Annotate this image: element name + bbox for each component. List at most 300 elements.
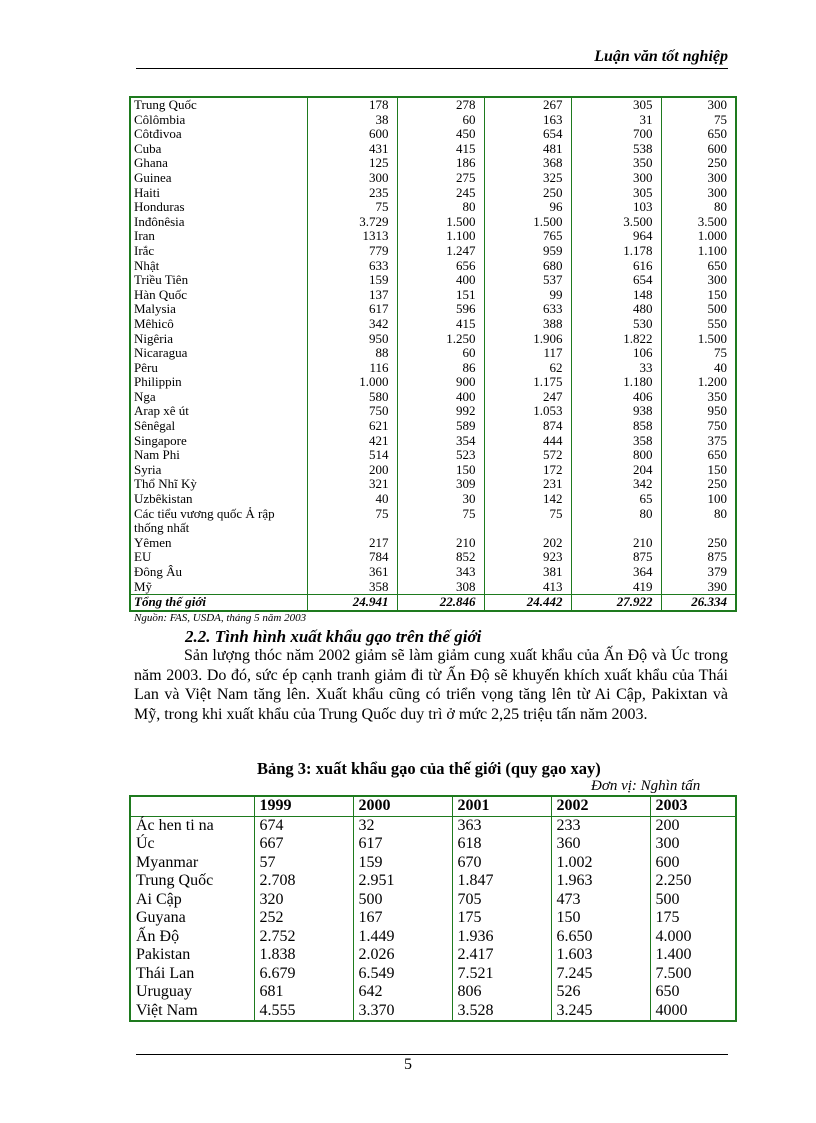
value-cell: 2.708 <box>254 872 353 891</box>
value-cell: 959 <box>484 244 571 259</box>
value-cell: 680 <box>484 259 571 274</box>
value-cell: 24.442 <box>484 595 571 611</box>
value-cell: 500 <box>661 302 736 317</box>
source-note: Nguồn: FAS, USDA, tháng 5 năm 2003 <box>134 612 307 624</box>
table-row <box>130 142 736 157</box>
country-cell: Irắc <box>130 244 307 259</box>
value-cell: 473 <box>551 891 650 910</box>
value-cell: 172 <box>484 463 571 478</box>
value-cell: 874 <box>484 419 571 434</box>
table-row <box>130 965 736 984</box>
value-cell: 278 <box>397 97 484 113</box>
value-cell: 572 <box>484 448 571 463</box>
value-cell: 300 <box>650 835 736 854</box>
value-cell: 204 <box>571 463 661 478</box>
value-cell: 137 <box>307 288 397 303</box>
value-cell: 1.500 <box>661 332 736 347</box>
value-cell: 779 <box>307 244 397 259</box>
table-row <box>130 835 736 854</box>
value-cell: 421 <box>307 434 397 449</box>
country-cell: Uzbêkistan <box>130 492 307 507</box>
country-cell: Các tiểu vương quốc Ả rập thống nhất <box>130 507 307 536</box>
value-cell: 419 <box>571 580 661 595</box>
value-cell: 159 <box>307 273 397 288</box>
section-heading: 2.2. Tình hình xuất khẩu gạo trên thế giới <box>185 627 482 646</box>
value-cell: 1.000 <box>661 229 736 244</box>
value-cell: 950 <box>661 404 736 419</box>
table-row <box>130 404 736 419</box>
table-row <box>130 507 736 536</box>
unit-note: Đơn vị: Nghìn tấn <box>591 778 701 794</box>
value-cell: 358 <box>571 434 661 449</box>
table-row <box>130 215 736 230</box>
value-cell: 600 <box>307 127 397 142</box>
value-cell: 116 <box>307 361 397 376</box>
country-cell: Pêru <box>130 361 307 376</box>
table-caption: Bảng 3: xuất khẩu gạo của thế giới (quy gạo xay) <box>257 759 601 778</box>
value-cell: 250 <box>661 156 736 171</box>
country-cell: Hàn Quốc <box>130 288 307 303</box>
value-cell: 537 <box>484 273 571 288</box>
rice-export-table <box>129 795 737 1022</box>
value-cell: 7.500 <box>650 965 736 984</box>
column-header: 2003 <box>650 796 736 816</box>
value-cell: 413 <box>484 580 571 595</box>
value-cell: 75 <box>661 113 736 128</box>
table-row <box>130 332 736 347</box>
value-cell: 210 <box>571 536 661 551</box>
page-number: 5 <box>404 1056 412 1073</box>
value-cell: 300 <box>661 186 736 201</box>
value-cell: 633 <box>307 259 397 274</box>
value-cell: 148 <box>571 288 661 303</box>
value-cell: 379 <box>661 565 736 580</box>
country-cell: EU <box>130 550 307 565</box>
value-cell: 3.500 <box>661 215 736 230</box>
value-cell: 300 <box>661 273 736 288</box>
country-cell: Malysia <box>130 302 307 317</box>
table-row <box>130 317 736 332</box>
value-cell: 500 <box>650 891 736 910</box>
value-cell: 938 <box>571 404 661 419</box>
value-cell: 233 <box>551 816 650 835</box>
table-row <box>130 1002 736 1022</box>
value-cell: 700 <box>571 127 661 142</box>
value-cell: 656 <box>397 259 484 274</box>
value-cell: 1.500 <box>397 215 484 230</box>
body-paragraph: Sản lượng thóc năm 2002 giảm sẽ làm giảm cung xuất khẩu của Ấn Độ và Úc trong năm 2003. Do đó, sức ép cạnh tranh giảm đi từ Ấn Độ sẽ khuyến khích xuất khẩu của Thái Lan và Việt Nam tăng lên. Xuất khẩu cũng có triển vọng tăng lên từ Ai Cập, Pakixtan và Mỹ, trong khi xuất khẩu của Trung Quốc duy trì ở mức 2,25 triệu tấn năm 2003. <box>134 647 728 723</box>
value-cell: 450 <box>397 127 484 142</box>
country-cell: Nicaragua <box>130 346 307 361</box>
table-row <box>130 156 736 171</box>
country-cell: Việt Nam <box>130 1002 254 1022</box>
value-cell: 415 <box>397 142 484 157</box>
country-cell: Trung Quốc <box>130 97 307 113</box>
value-cell: 538 <box>571 142 661 157</box>
value-cell: 24.941 <box>307 595 397 611</box>
value-cell: 950 <box>307 332 397 347</box>
table-row <box>130 580 736 595</box>
table-row <box>130 983 736 1002</box>
value-cell: 654 <box>571 273 661 288</box>
table-row <box>130 463 736 478</box>
value-cell: 75 <box>397 507 484 536</box>
total-row <box>130 595 736 611</box>
value-cell: 596 <box>397 302 484 317</box>
country-cell: Trung Quốc <box>130 872 254 891</box>
value-cell: 6.650 <box>551 928 650 947</box>
value-cell: 31 <box>571 113 661 128</box>
country-cell: Honduras <box>130 200 307 215</box>
value-cell: 600 <box>650 854 736 873</box>
table-row <box>130 565 736 580</box>
country-cell: Iran <box>130 229 307 244</box>
value-cell: 252 <box>254 909 353 928</box>
value-cell: 1.838 <box>254 946 353 965</box>
value-cell: 1.500 <box>484 215 571 230</box>
value-cell: 150 <box>397 463 484 478</box>
value-cell: 250 <box>484 186 571 201</box>
value-cell: 1.400 <box>650 946 736 965</box>
value-cell: 350 <box>661 390 736 405</box>
country-cell: Mêhicô <box>130 317 307 332</box>
value-cell: 103 <box>571 200 661 215</box>
value-cell: 86 <box>397 361 484 376</box>
country-cell: Pakistan <box>130 946 254 965</box>
value-cell: 305 <box>571 97 661 113</box>
value-cell: 80 <box>661 507 736 536</box>
value-cell: 305 <box>571 186 661 201</box>
value-cell: 400 <box>397 390 484 405</box>
value-cell: 75 <box>307 200 397 215</box>
value-cell: 784 <box>307 550 397 565</box>
value-cell: 60 <box>397 113 484 128</box>
value-cell: 235 <box>307 186 397 201</box>
value-cell: 245 <box>397 186 484 201</box>
value-cell: 923 <box>484 550 571 565</box>
value-cell: 178 <box>307 97 397 113</box>
value-cell: 300 <box>661 171 736 186</box>
footer-rule <box>136 1054 728 1055</box>
value-cell: 642 <box>353 983 452 1002</box>
value-cell: 163 <box>484 113 571 128</box>
value-cell: 231 <box>484 477 571 492</box>
table-row <box>130 229 736 244</box>
value-cell: 580 <box>307 390 397 405</box>
value-cell: 750 <box>661 419 736 434</box>
value-cell: 650 <box>661 127 736 142</box>
country-cell: Côtđivoa <box>130 127 307 142</box>
value-cell: 364 <box>571 565 661 580</box>
country-cell: Myanmar <box>130 854 254 873</box>
value-cell: 250 <box>661 536 736 551</box>
country-cell: Haiti <box>130 186 307 201</box>
value-cell: 342 <box>571 477 661 492</box>
value-cell: 617 <box>353 835 452 854</box>
table-row <box>130 816 736 835</box>
country-cell: Thổ Nhĩ Kỳ <box>130 477 307 492</box>
value-cell: 858 <box>571 419 661 434</box>
value-cell: 674 <box>254 816 353 835</box>
value-cell: 964 <box>571 229 661 244</box>
value-cell: 390 <box>661 580 736 595</box>
country-cell: Úc <box>130 835 254 854</box>
table-row <box>130 909 736 928</box>
country-cell: Thái Lan <box>130 965 254 984</box>
value-cell: 75 <box>661 346 736 361</box>
value-cell: 159 <box>353 854 452 873</box>
value-cell: 2.951 <box>353 872 452 891</box>
table-row <box>130 171 736 186</box>
value-cell: 117 <box>484 346 571 361</box>
value-cell: 1.178 <box>571 244 661 259</box>
value-cell: 1.100 <box>397 229 484 244</box>
table-row <box>130 97 736 113</box>
value-cell: 633 <box>484 302 571 317</box>
country-cell: Guinea <box>130 171 307 186</box>
value-cell: 150 <box>661 288 736 303</box>
value-cell: 361 <box>307 565 397 580</box>
value-cell: 150 <box>661 463 736 478</box>
table-row <box>130 477 736 492</box>
value-cell: 4000 <box>650 1002 736 1022</box>
value-cell: 406 <box>571 390 661 405</box>
value-cell: 247 <box>484 390 571 405</box>
value-cell: 750 <box>307 404 397 419</box>
header-title: Luận văn tốt nghiệp <box>594 48 728 65</box>
value-cell: 80 <box>571 507 661 536</box>
value-cell: 343 <box>397 565 484 580</box>
value-cell: 22.846 <box>397 595 484 611</box>
value-cell: 210 <box>397 536 484 551</box>
value-cell: 618 <box>452 835 551 854</box>
table-row <box>130 273 736 288</box>
table-row <box>130 872 736 891</box>
value-cell: 38 <box>307 113 397 128</box>
country-cell: Inđônêsia <box>130 215 307 230</box>
value-cell: 363 <box>452 816 551 835</box>
value-cell: 800 <box>571 448 661 463</box>
country-cell: Arap xê út <box>130 404 307 419</box>
value-cell: 325 <box>484 171 571 186</box>
table-row <box>130 946 736 965</box>
country-cell: Nigêria <box>130 332 307 347</box>
value-cell: 32 <box>353 816 452 835</box>
value-cell: 151 <box>397 288 484 303</box>
table-row <box>130 361 736 376</box>
value-cell: 1.180 <box>571 375 661 390</box>
value-cell: 1.963 <box>551 872 650 891</box>
value-cell: 616 <box>571 259 661 274</box>
value-cell: 309 <box>397 477 484 492</box>
table-row <box>130 448 736 463</box>
table-row <box>130 113 736 128</box>
table-row <box>130 200 736 215</box>
table-row <box>130 375 736 390</box>
value-cell: 342 <box>307 317 397 332</box>
country-cell: Singapore <box>130 434 307 449</box>
table-row <box>130 434 736 449</box>
value-cell: 444 <box>484 434 571 449</box>
value-cell: 3.528 <box>452 1002 551 1022</box>
value-cell: 500 <box>353 891 452 910</box>
value-cell: 670 <box>452 854 551 873</box>
value-cell: 2.026 <box>353 946 452 965</box>
country-cell: Triều Tiên <box>130 273 307 288</box>
value-cell: 100 <box>661 492 736 507</box>
country-cell: Mỹ <box>130 580 307 595</box>
value-cell: 431 <box>307 142 397 157</box>
value-cell: 1.053 <box>484 404 571 419</box>
value-cell: 621 <box>307 419 397 434</box>
country-cell: Guyana <box>130 909 254 928</box>
value-cell: 30 <box>397 492 484 507</box>
value-cell: 6.549 <box>353 965 452 984</box>
column-header: 1999 <box>254 796 353 816</box>
value-cell: 1.847 <box>452 872 551 891</box>
value-cell: 900 <box>397 375 484 390</box>
table-row <box>130 302 736 317</box>
value-cell: 57 <box>254 854 353 873</box>
value-cell: 250 <box>661 477 736 492</box>
value-cell: 142 <box>484 492 571 507</box>
value-cell: 1.449 <box>353 928 452 947</box>
value-cell: 705 <box>452 891 551 910</box>
value-cell: 650 <box>661 259 736 274</box>
value-cell: 350 <box>571 156 661 171</box>
value-cell: 1.822 <box>571 332 661 347</box>
column-header: 2000 <box>353 796 452 816</box>
value-cell: 1.002 <box>551 854 650 873</box>
value-cell: 62 <box>484 361 571 376</box>
value-cell: 40 <box>661 361 736 376</box>
value-cell: 300 <box>661 97 736 113</box>
column-header <box>130 796 254 816</box>
value-cell: 200 <box>307 463 397 478</box>
column-header: 2001 <box>452 796 551 816</box>
value-cell: 267 <box>484 97 571 113</box>
value-cell: 1.247 <box>397 244 484 259</box>
value-cell: 80 <box>661 200 736 215</box>
value-cell: 360 <box>551 835 650 854</box>
value-cell: 530 <box>571 317 661 332</box>
value-cell: 106 <box>571 346 661 361</box>
value-cell: 6.679 <box>254 965 353 984</box>
value-cell: 589 <box>397 419 484 434</box>
value-cell: 2.250 <box>650 872 736 891</box>
value-cell: 7.521 <box>452 965 551 984</box>
value-cell: 1.250 <box>397 332 484 347</box>
value-cell: 1313 <box>307 229 397 244</box>
value-cell: 354 <box>397 434 484 449</box>
value-cell: 1.936 <box>452 928 551 947</box>
value-cell: 992 <box>397 404 484 419</box>
value-cell: 415 <box>397 317 484 332</box>
value-cell: 765 <box>484 229 571 244</box>
table-row <box>130 346 736 361</box>
country-cell: Sênêgal <box>130 419 307 434</box>
page-header <box>136 48 728 69</box>
value-cell: 300 <box>307 171 397 186</box>
value-cell: 667 <box>254 835 353 854</box>
value-cell: 875 <box>571 550 661 565</box>
country-cell: Cuba <box>130 142 307 157</box>
value-cell: 26.334 <box>661 595 736 611</box>
value-cell: 200 <box>650 816 736 835</box>
value-cell: 4.000 <box>650 928 736 947</box>
table-row <box>130 288 736 303</box>
value-cell: 202 <box>484 536 571 551</box>
value-cell: 381 <box>484 565 571 580</box>
value-cell: 481 <box>484 142 571 157</box>
value-cell: 654 <box>484 127 571 142</box>
value-cell: 96 <box>484 200 571 215</box>
value-cell: 1.100 <box>661 244 736 259</box>
value-cell: 60 <box>397 346 484 361</box>
value-cell: 681 <box>254 983 353 1002</box>
value-cell: 650 <box>661 448 736 463</box>
value-cell: 650 <box>650 983 736 1002</box>
value-cell: 388 <box>484 317 571 332</box>
table-row <box>130 186 736 201</box>
country-cell: Ác hen ti na <box>130 816 254 835</box>
country-cell: Ghana <box>130 156 307 171</box>
value-cell: 150 <box>551 909 650 928</box>
table-row <box>130 928 736 947</box>
value-cell: 320 <box>254 891 353 910</box>
value-cell: 358 <box>307 580 397 595</box>
country-cell: Ai Cập <box>130 891 254 910</box>
country-cell: Nga <box>130 390 307 405</box>
table-row <box>130 854 736 873</box>
value-cell: 617 <box>307 302 397 317</box>
value-cell: 75 <box>484 507 571 536</box>
country-cell: Đông Âu <box>130 565 307 580</box>
value-cell: 550 <box>661 317 736 332</box>
value-cell: 480 <box>571 302 661 317</box>
value-cell: 27.922 <box>571 595 661 611</box>
value-cell: 523 <box>397 448 484 463</box>
table-row <box>130 891 736 910</box>
value-cell: 175 <box>650 909 736 928</box>
country-cell: Yêmen <box>130 536 307 551</box>
value-cell: 217 <box>307 536 397 551</box>
value-cell: 300 <box>571 171 661 186</box>
country-cell: Uruguay <box>130 983 254 1002</box>
country-cell: Nhật <box>130 259 307 274</box>
country-cell: Nam Phi <box>130 448 307 463</box>
value-cell: 99 <box>484 288 571 303</box>
table-row <box>130 244 736 259</box>
table-row <box>130 550 736 565</box>
value-cell: 3.370 <box>353 1002 452 1022</box>
value-cell: 75 <box>307 507 397 536</box>
value-cell: 65 <box>571 492 661 507</box>
value-cell: 308 <box>397 580 484 595</box>
value-cell: 40 <box>307 492 397 507</box>
value-cell: 1.200 <box>661 375 736 390</box>
value-cell: 88 <box>307 346 397 361</box>
table-row <box>130 419 736 434</box>
country-cell: Tổng thế giới <box>130 595 307 611</box>
value-cell: 167 <box>353 909 452 928</box>
value-cell: 400 <box>397 273 484 288</box>
value-cell: 1.906 <box>484 332 571 347</box>
value-cell: 875 <box>661 550 736 565</box>
column-header: 2002 <box>551 796 650 816</box>
value-cell: 4.555 <box>254 1002 353 1022</box>
value-cell: 375 <box>661 434 736 449</box>
